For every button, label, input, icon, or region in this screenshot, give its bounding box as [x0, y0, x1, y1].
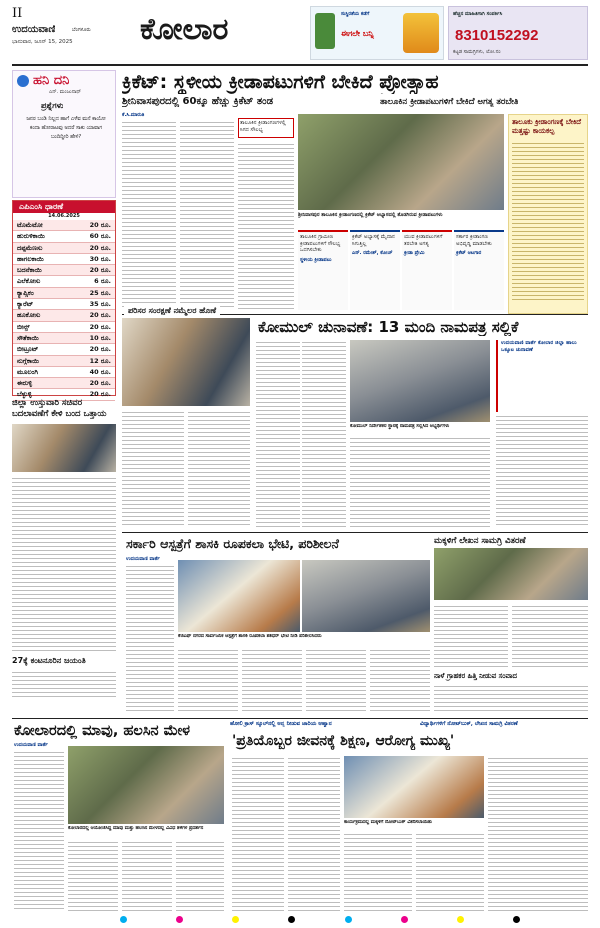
komul-caption: ಕೋಮುಲ್ ನಿರ್ದೇಶಕರ ಸ್ಥಾನಕ್ಕೆ ನಾಮಪತ್ರ ಸಲ್ಲಿಸಿದ ಅಭ್ಯರ್ಥಿಗಳು: [350, 424, 450, 429]
honey-author: ಎನ್. ಮಂಜುನಾಥ್: [49, 89, 82, 95]
apmc-price: 6 ರೂ.: [94, 277, 111, 286]
ad-phone-number: 8310152292: [455, 27, 539, 44]
mango-body-1: [14, 750, 64, 912]
lead-highlight-text: ತಾಲೂಕಿನ ಕ್ರೀಡಾಂಗಣಗಳಲ್ಲಿ ಸಿಗದ ಸೌಲಭ್ಯ: [240, 120, 286, 133]
apmc-row: [13, 243, 115, 254]
apmc-item: ಹೂಕೋಸು: [17, 311, 41, 320]
apmc-price: 10 ರೂ.: [89, 333, 111, 342]
students-body-1: [434, 604, 508, 668]
quote-text: ಯುವ ಕ್ರೀಡಾಪಟುಗಳಿಗೆ ತರಬೇತಿ ಅಗತ್ಯ: [404, 234, 443, 247]
ad-banner-2: [448, 6, 588, 60]
quote-name: ಎನ್. ರಮೇಶ್, ಕೋಚ್: [352, 250, 393, 256]
mango-photo: [68, 746, 224, 824]
apmc-price: 20 ರೂ.: [89, 345, 111, 354]
page-number: II: [12, 6, 23, 21]
quote-text: ತಾಲೂಕಿನ ಗ್ರಾಮೀಣ ಕ್ರೀಡಾಪಟುಗಳಿಗೆ ಸೌಲಭ್ಯ ಒದಗಿಸಬೇಕು: [300, 234, 341, 253]
honey-subhead: ಪ್ರಶ್ನೆಗಳು: [41, 101, 64, 110]
quote-name: ಕ್ರೀಡಾ ಪ್ರೇಮಿ: [404, 250, 425, 256]
phone-icon: [315, 13, 335, 49]
health-caption: ಕಾರ್ಯಕ್ರಮದಲ್ಲಿ ಮಕ್ಕಳಿಗೆ ನೋಟ್‌ಬುಕ್ ವಿತರಿಸಲಾಯಿತು: [344, 820, 432, 825]
hospital-body-3: [242, 648, 302, 714]
quote-box: [454, 230, 504, 310]
health-headline: 'ಪ್ರತಿಯೊಬ್ಬರ ಜೀವನಕ್ಕೆ ಶಿಕ್ಷಣ, ಆರೋಗ್ಯ ಮುಖ್ಯ': [232, 733, 455, 749]
hospital-rule: [122, 532, 588, 533]
apmc-row: [13, 220, 115, 231]
komul-photo: [350, 340, 490, 422]
health-body-2: [288, 756, 340, 912]
apmc-price: 25 ರೂ.: [89, 288, 111, 297]
komul-side-body: [496, 414, 588, 528]
komul-body-3: [350, 436, 490, 528]
mango-body-3: [122, 840, 172, 912]
apmc-item: ಹಾಗಲಕಾಯಿ: [17, 254, 44, 263]
apmc-price: 30 ರೂ.: [89, 254, 111, 263]
quote-name: ಸ್ಥಳೀಯ ಕ್ರೀಡಾಪಟು: [300, 256, 332, 263]
quote-text: ಕ್ರಿಕೆಟ್ ಅಭ್ಯಾಸಕ್ಕೆ ಮೈದಾನ ಸಿಗುತ್ತಿಲ್ಲ: [352, 234, 395, 247]
apmc-item: ಹುರುಳಿಕಾಯಿ: [17, 232, 45, 241]
apmc-item: ಈರುಳ್ಳಿ: [17, 379, 33, 388]
left-mid-photo: [12, 424, 116, 472]
apmc-item: ನುಗ್ಗೆಕಾಯಿ: [17, 356, 40, 365]
apmc-item: ಬೆಳ್ಳುಳ್ಳಿ: [17, 390, 32, 399]
apmc-row: [13, 231, 115, 242]
mango-caption: ಕೋಲಾರದಲ್ಲಿ ಆಯೋಜಿಸಿದ್ದ ಮಾವು ಮತ್ತು ಹಲಸಿನ ಮೇಳದಲ್ಲಿ ವಿವಿಧ ತಳಿಗಳ ಪ್ರದರ್ಶನ: [68, 826, 204, 831]
health-body-3: [344, 832, 412, 912]
apmc-price: 20 ರೂ.: [89, 221, 111, 229]
health-body-4: [416, 832, 484, 912]
quote-box: [402, 230, 452, 310]
apmc-price: 12 ರೂ.: [89, 356, 111, 365]
quote-name: ಕ್ರಿಕೆಟ್ ಆಟಗಾರ: [456, 250, 482, 256]
apmc-item: ಮೂಲಂಗಿ: [17, 367, 38, 376]
ad-right-bottom: ಕಟ್ಟಡ ಸಾಮಗ್ರಿಗಳು, ಲೋ.ನಂ: [453, 49, 501, 55]
komul-side-text: ಉದಯವಾಣಿ ವಾರ್ತೆ ಕೋಲಾರ ಜಿಲ್ಲಾ ಹಾಲು ಒಕ್ಕೂಟ ಚುನಾವಣೆ: [501, 340, 577, 353]
apmc-date: 14.06.2025: [48, 213, 80, 219]
ad-mascot: [403, 13, 439, 53]
lead-subhead-right: ತಾಲೂಕಿನ ಕ್ರೀಡಾಪಟುಗಳಿಗೆ ಬೇಕಿದೆ ಅಗತ್ಯ ತರಬೇತಿ: [380, 97, 519, 107]
lead-sidebar-title: ತಾಲೂಕು ಕ್ರೀಡಾಂಗಣಕ್ಕೆ ಬೇಕಿದೆ ಮತ್ತಷ್ಟು ಕಾಯಕಲ್ಪ: [512, 118, 582, 135]
ad-top-line: ಸುಸ್ಥಿರತೆಯ ಕಡೆಗೆ: [341, 11, 370, 17]
apmc-item: ಬೀನ್ಸ್: [17, 322, 30, 331]
ad-banner-1: [310, 6, 444, 60]
apmc-title: ಎಪಿಎಂಸಿ ಧಾರಣೆ: [13, 201, 115, 213]
lead-byline: ಕೆ.ಸಿ.ಮಾರುತಿ: [122, 112, 145, 118]
apmc-row: [13, 333, 115, 344]
apmc-row: [13, 310, 115, 321]
apmc-item: ಕ್ಯಾಪ್ಸಿಕಂ: [17, 288, 34, 297]
apmc-row: [13, 344, 115, 355]
mango-body-4: [176, 840, 224, 912]
komul-body-2: [302, 340, 346, 528]
apmc-row: [13, 288, 115, 299]
apmc-price: 20 ರೂ.: [89, 311, 111, 320]
apmc-price: 20 ರೂ.: [89, 266, 111, 275]
left-mid-headline: ಜಿಲ್ಲಾ ಉಸ್ತುವಾರಿ ಸಚಿವರ ಬದಲಾವಣೆಗೆ ಕೇಳಿ ಬಂದ ಒತ್ತಾಯ: [12, 398, 107, 419]
apmc-price: 20 ರೂ.: [89, 243, 111, 252]
ad-mid-line: ಈಗಲೇ ಬನ್ನಿ: [341, 29, 374, 38]
paper-name: ಉದಯವಾಣಿ: [12, 24, 56, 35]
honey-logo: [17, 75, 29, 87]
apmc-price: 60 ರೂ.: [89, 232, 111, 241]
apmc-price: 40 ರೂ.: [89, 367, 111, 376]
komul-side-block: [496, 340, 588, 412]
hospital-photo-2: [302, 560, 430, 632]
health-body-5: [488, 756, 588, 912]
students-headline: ಮಕ್ಕಳಿಗೆ ಲೇಖನ ಸಾಮಗ್ರಿ ವಿತರಣೆ: [434, 536, 526, 546]
honey-poem: ಜನರ ಬಂಡಿ ನಿಲ್ಲದ ಹಾಗೆ ಎಳೆವ ಮನೆ ಕಾಯೋ ಕಂದಾ ಹೋರಾಟವು ಅದರೆ ಸಾಕು ಯಾವಾಗ ಬಂದಿದ್ದೀರಿ ಹೇಳಿ?: [26, 116, 106, 140]
mango-headline: ಕೋಲಾರದಲ್ಲಿ ಮಾವು, ಹಲಸಿನ ಮೇಳ: [14, 723, 191, 739]
apmc-price: 35 ರೂ.: [89, 300, 111, 309]
env-photo: [122, 318, 250, 406]
students-subhead: ನಾಳೆ ಗ್ರಾಹಕರ ಹಿತ್ತಿ ನೀಡುವ ಸಂವಾದ: [434, 672, 517, 680]
env-body-1: [122, 410, 184, 528]
masthead: [12, 6, 588, 60]
hospital-body-2: [178, 648, 238, 714]
hospital-body-5: [370, 648, 430, 714]
quote-box: [298, 230, 348, 310]
lead-headline: ಕ್ರಿಕೆಟ್: ಸ್ಥಳೀಯ ಕ್ರೀಡಾಪಟುಗಳಿಗೆ ಬೇಕಿದೆ ಪ್ರೋತ್ಸಾಹ: [122, 71, 439, 93]
ad-right-line: ಹೆಚ್ಚಿನ ಮಾಹಿತಿಗಾಗಿ ಸಂಪರ್ಕಿಸಿ: [453, 11, 503, 17]
lead-quotes-row: [298, 230, 504, 310]
left-small-head: 27ಕ್ಕೆ ಕಂಟನೂರಿನ ಜಯಂತಿ: [12, 656, 86, 665]
health-kicker-left: ಹೋಲಿ ಕ್ರಾಸ್ ಸ್ಕೂಲ್‌ನಲ್ಲಿ ಅನ್ನ ನೀಡುವ ಜಾರಿಯ ಆಹ್ವಾನ: [230, 721, 332, 727]
health-photo: [344, 756, 484, 818]
date-line: ಭಾನುವಾರ, ಜೂನ್ 15, 2025: [12, 39, 73, 45]
left-mid-body: [12, 476, 116, 652]
apmc-table: [13, 220, 115, 401]
print-registration-marks: [120, 916, 520, 924]
apmc-price: 20 ರೂ.: [89, 322, 111, 331]
apmc-box: [12, 200, 116, 399]
lead-photo: [298, 114, 504, 210]
lead-body-3: [238, 142, 294, 310]
lead-subhead-row: [122, 96, 588, 110]
hospital-body-1: [126, 564, 174, 714]
district-name: ಕೋಲಾರ: [140, 12, 229, 47]
lead-sidebar: [508, 114, 588, 314]
apmc-price: 20 ರೂ.: [89, 379, 111, 388]
apmc-row: [13, 367, 115, 378]
apmc-price: 20 ರೂ.: [89, 390, 111, 399]
mango-body-2: [68, 840, 118, 912]
mango-byline: ಉದಯವಾಣಿ ವಾರ್ತೆ: [14, 742, 48, 748]
lead-body-2: [180, 120, 234, 310]
hospital-byline: ಉದಯವಾಣಿ ವಾರ್ತೆ: [126, 556, 160, 562]
hospital-photo-1: [178, 560, 300, 632]
apmc-item: ಬೀಟ್ರೂಟ್: [17, 345, 39, 354]
apmc-row: [13, 254, 115, 265]
health-body-1: [232, 756, 284, 912]
bottom-rule: [12, 718, 588, 719]
hospital-body-4: [306, 648, 366, 714]
honey-box: [12, 70, 116, 198]
lead-photo-caption: ಶ್ರೀನಿವಾಸಪುರ ತಾಲೂಕಿನ ಕ್ರೀಡಾಂಗಣದಲ್ಲಿ ಕ್ರಿಕೆಟ್ ಅಭ್ಯಾಸದಲ್ಲಿ ತೊಡಗಿರುವ ಕ್ರೀಡಾಪಟುಗಳು: [298, 212, 443, 218]
apmc-row: [13, 322, 115, 333]
env-banner: ಪರಿಸರ ಸಂರಕ್ಷಣೆ ನಮ್ಮೆಲರ ಹೊಣೆ: [124, 306, 220, 316]
students-body-2: [512, 604, 588, 668]
apmc-row: [13, 299, 115, 310]
apmc-item: ಟೊಮೆಟೋ: [17, 221, 43, 229]
apmc-row: [13, 356, 115, 367]
komul-body-1: [256, 340, 300, 528]
lead-highlight: [238, 118, 294, 138]
lead-body-1: [122, 120, 176, 310]
apmc-item: ದಪ್ಪಮೆಣಸು: [17, 243, 43, 252]
edition: ಬೆಂಗಳೂರು: [72, 27, 91, 33]
env-body-2: [188, 410, 250, 528]
hospital-caption: ಕೆಜಿಎಫ್ ನಗರದ ಸಾರ್ವಜನಿಕ ಆಸ್ಪತ್ರೆಗೆ ಶಾಸಕಿ ರೂಪಕಲಾ ಶಶಿಧರ್ ಭೇಟಿ ನೀಡಿ ಪರಿಶೀಲಿಸಿದರು: [178, 634, 322, 639]
komul-headline: ಕೋಮುಲ್ ಚುನಾವಣೆ: 13 ಮಂದಿ ನಾಮಪತ್ರ ಸಲ್ಲಿಕೆ: [258, 318, 519, 336]
apmc-item: ಎಲೆಕೋಸು: [17, 277, 41, 286]
apmc-item: ಸೌತೆಕಾಯಿ: [17, 333, 39, 342]
students-photo: [434, 548, 588, 600]
left-small-body: [12, 670, 116, 698]
apmc-item: ಬದನೆಕಾಯಿ: [17, 266, 42, 275]
hospital-headline: ಸರ್ಕಾರಿ ಆಸ್ಪತ್ರೆಗೆ ಶಾಸಕಿ ರೂಪಕಲಾ ಭೇಟಿ, ಪರಿಶೀಲನೆ: [126, 536, 339, 551]
health-kicker-row: [230, 721, 588, 730]
apmc-row: [13, 378, 115, 389]
apmc-row: [13, 276, 115, 287]
lead-subhead-left: ಶ್ರೀನಿವಾಸಪುರದಲ್ಲಿ 60ಕ್ಕೂ ಹೆಚ್ಚು ಕ್ರಿಕೆಟ್ ತಂಡ: [122, 96, 273, 107]
students-body-3: [434, 684, 588, 714]
apmc-item: ಕ್ಯಾರೆಟ್: [17, 300, 34, 309]
quote-box: [350, 230, 400, 310]
apmc-row: [13, 265, 115, 276]
honey-title: ಹನಿ ದನಿ: [33, 73, 70, 88]
masthead-rule: [12, 64, 588, 66]
quote-text: ಸರ್ಕಾರ ಕ್ರೀಡಾಂಗಣ ಅಭಿವೃದ್ಧಿ ಮಾಡಬೇಕು: [456, 234, 492, 247]
health-kicker-right: ವಿದ್ಯಾರ್ಥಿಗಳಿಗೆ ನೋಟ್‌ಬುಕ್, ಲೇಖನ ಸಾಮಗ್ರಿ ವಿತರಣೆ: [420, 721, 518, 727]
lead-sidebar-body: [512, 141, 584, 301]
